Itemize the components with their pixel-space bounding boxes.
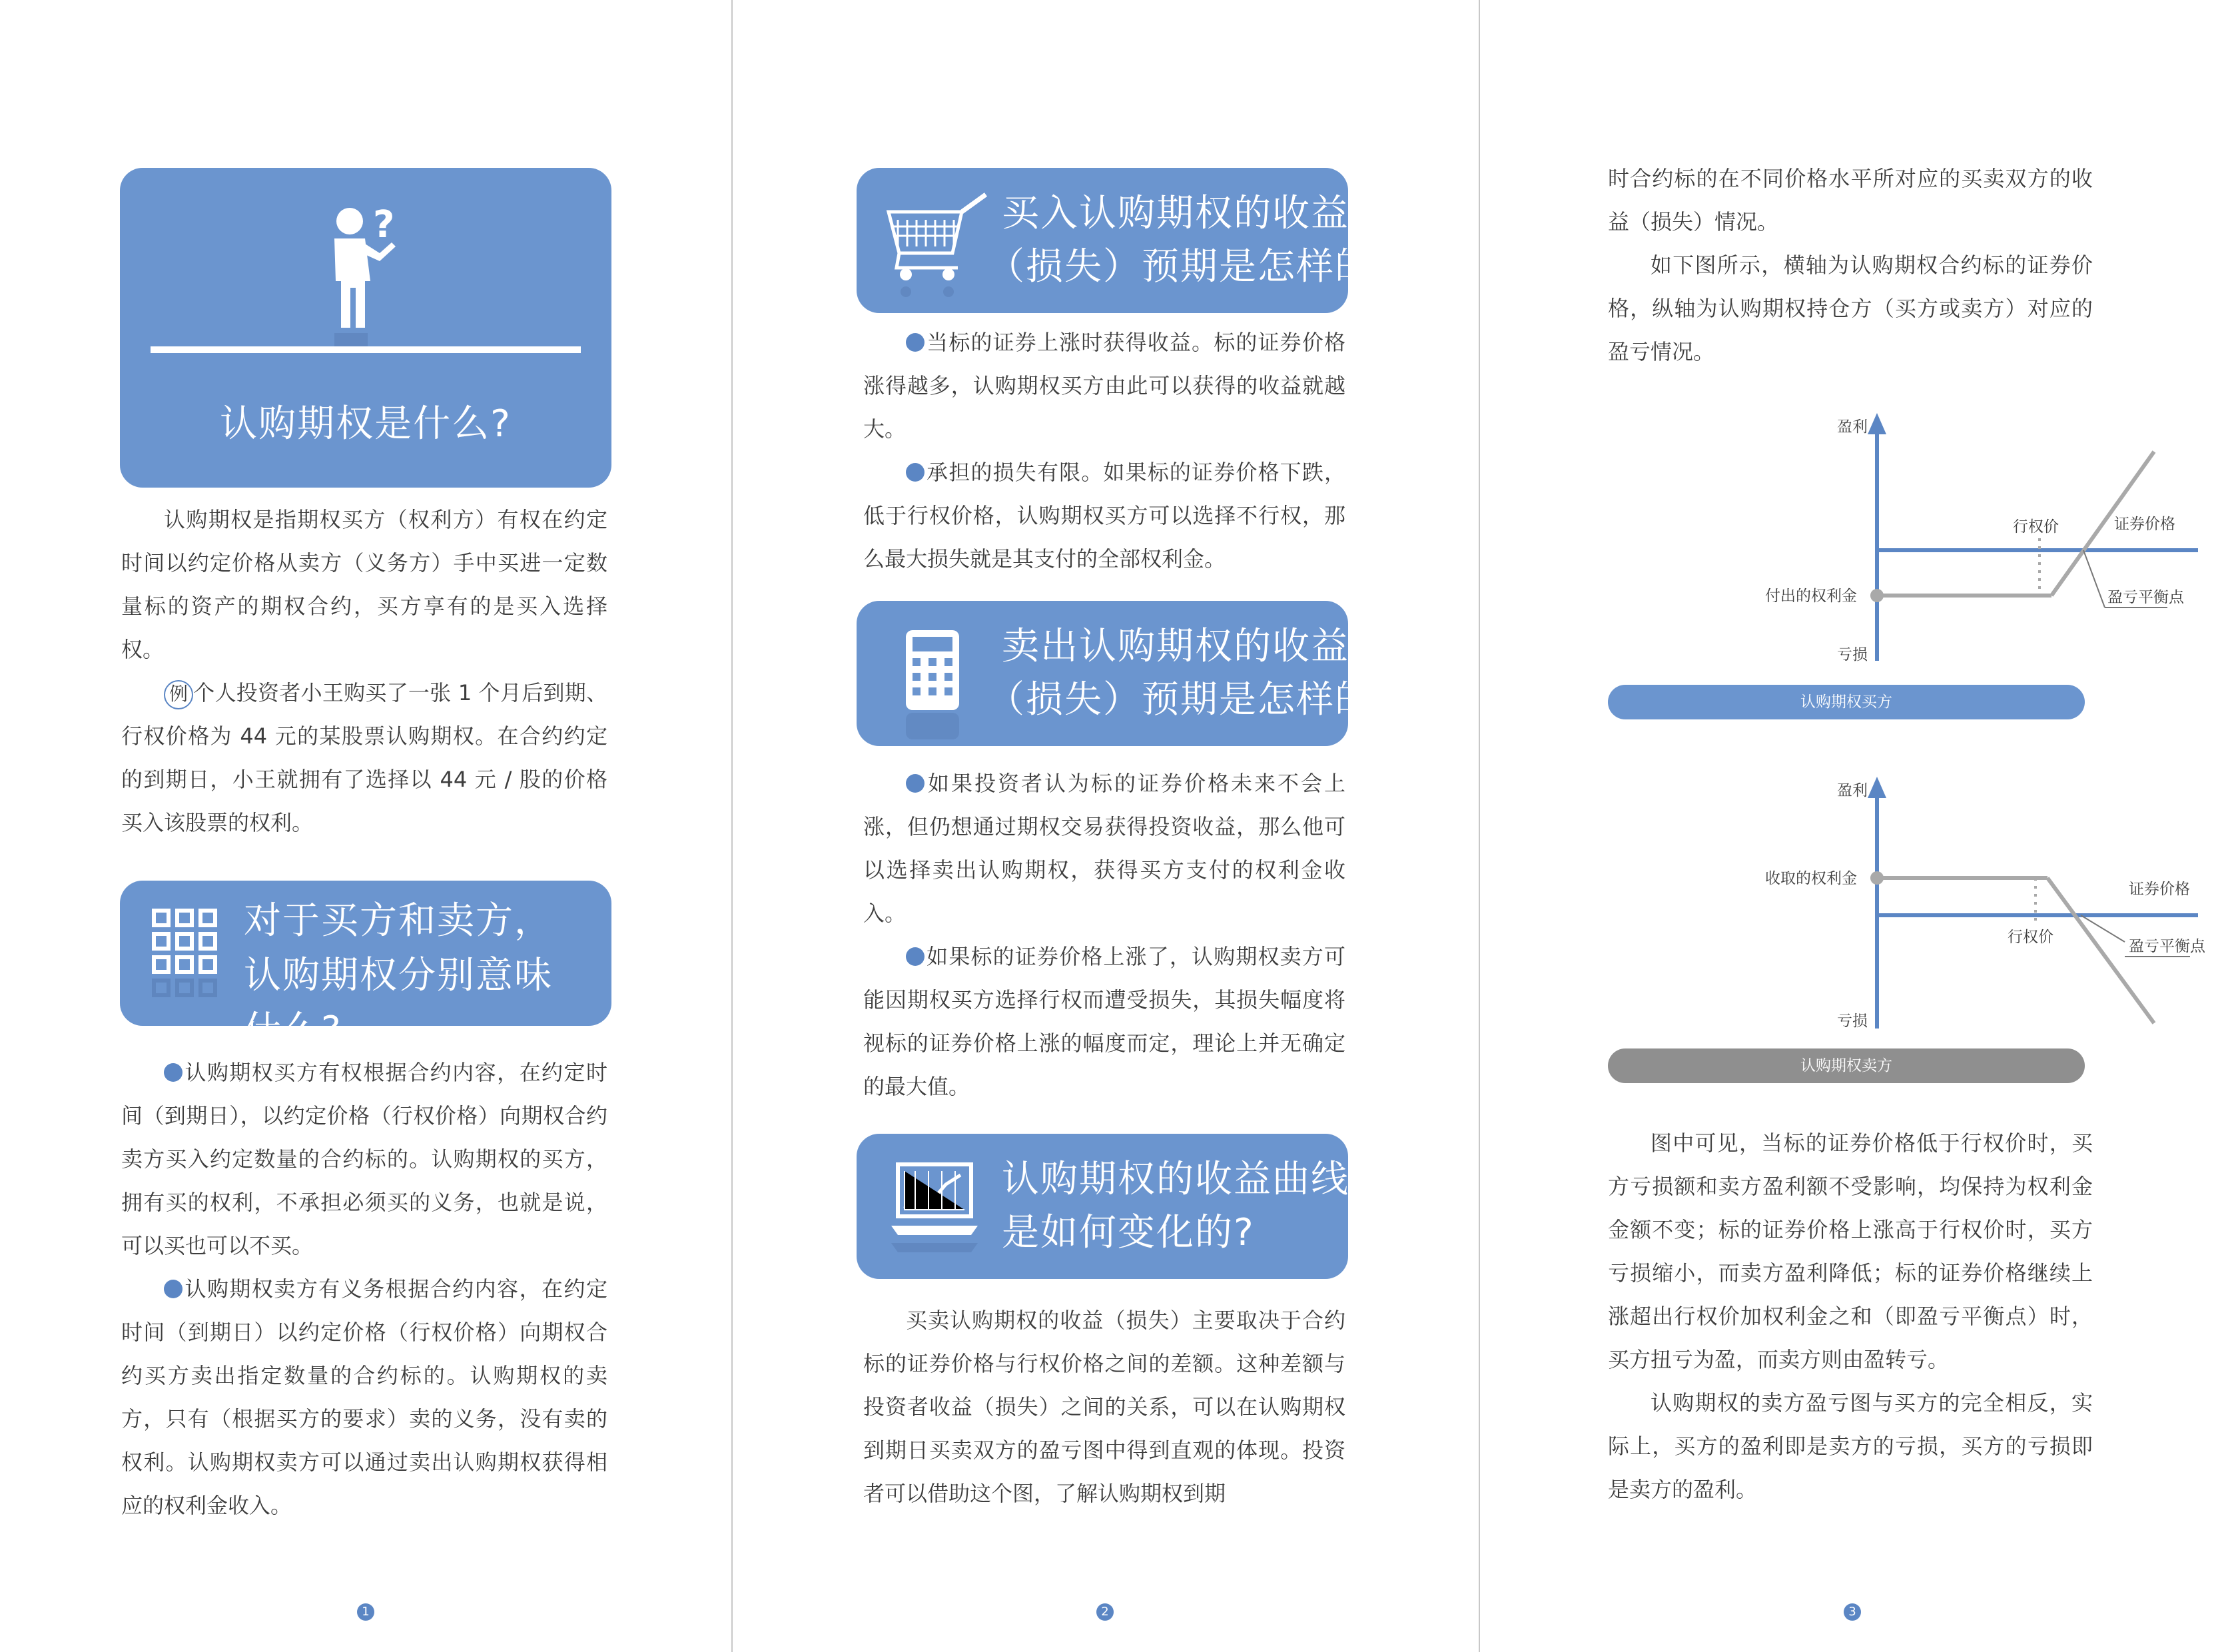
definition-text [121, 498, 607, 845]
gain-paragraph [863, 321, 1345, 451]
bullet-dot [164, 1063, 183, 1082]
section-title-line2: 是如何变化的? [1002, 1211, 1255, 1254]
page-title: 认购期权是什么? [220, 402, 512, 446]
label-profit: 盈利 [1837, 418, 1868, 436]
page-2 [731, 0, 1479, 1652]
label-profit: 盈利 [1837, 782, 1868, 799]
grid-icon [152, 909, 218, 1015]
section-title-line1: 卖出认购期权的收益 [1002, 625, 1349, 668]
example-paragraph [121, 671, 607, 845]
seller-loss-text: 如果标的证券价格上涨了，认购期权卖方可能因期权买方选择行权而遭受损失，其损失幅度将视标的证券价格上涨的幅度而定，理论上并无确定的最大值。 [863, 944, 1345, 1099]
section-title-line1: 买入认购期权的收益 [1002, 192, 1349, 235]
buyer-payoff-chart [1599, 408, 2184, 714]
continued-paragraph: 时合约标的在不同价格水平所对应的买卖双方的收益（损失）情况。 [1608, 166, 2093, 234]
bullet-dot [906, 333, 925, 352]
section-title-line1: 认购期权的收益曲线 [1002, 1158, 1349, 1201]
laptop-chart-icon [890, 1162, 983, 1288]
label-loss: 亏损 [1837, 646, 1868, 663]
bullet-dot [164, 1280, 183, 1298]
section-header-payoff-curve [857, 1134, 1348, 1279]
seller-paragraph [121, 1268, 607, 1527]
loss-paragraph [863, 451, 1345, 581]
section-title: 对于买方和卖方，认购期权分别意味什么? [244, 899, 553, 1052]
page-1 [0, 0, 731, 1652]
bullet-dot [906, 774, 925, 793]
bullet-dot [906, 463, 925, 482]
breakeven-leader [2083, 550, 2105, 608]
loss-text: 承担的损失有限。如果标的证券价格下跌，低于行权价格，认购期权买方可以选择不行权，那么最大损失就是其支付的全部权利金。 [863, 460, 1345, 572]
label-premium: 收取的权利金 [1765, 870, 1857, 887]
buyer-paragraph [121, 1051, 607, 1268]
label-price: 证券价格 [2114, 516, 2175, 533]
buyer-text: 认购期权买方有权根据合约内容，在约定时间（到期日），以约定价格（行权价格）向期权合约卖方买入约定数量的合约标的。认购期权的买方，拥有买的权利，不承担必须买的义务，也就是说，可以买也可以不买。 [121, 1060, 607, 1258]
section-header-sell-call [857, 601, 1395, 746]
axis-explain-paragraph: 如下图所示，横轴为认购期权合约标的证券价格，纵轴为认购期权持仓方（买方或卖方）对应的盈亏情况。 [1608, 252, 2093, 364]
mirror-paragraph: 认购期权的卖方盈亏图与买方的完全相反，实际上，买方的盈利即是卖方的亏损，买方的亏损即是卖方的盈利。 [1608, 1390, 2093, 1502]
sell-call-text [863, 762, 1345, 1108]
premium-point [1870, 871, 1884, 885]
example-mark: 例 [164, 680, 193, 709]
page-number: 2 [1096, 1603, 1114, 1621]
seller-gain-paragraph [863, 762, 1345, 935]
label-premium: 付出的权利金 [1765, 588, 1857, 605]
seller-loss-paragraph [863, 935, 1345, 1108]
section-header-what-is-call [120, 168, 611, 488]
payoff-intro-paragraph: 买卖认购期权的收益（损失）主要取决于合约标的证券价格与行权价格之间的差额。这种差额与投资者收益（损失）之间的关系，可以在认购期权到期日买卖双方的盈亏图中得到直观的体现。投资者可以借助这个图，了解认购期权到期 [863, 1308, 1345, 1506]
buy-call-text [863, 321, 1345, 581]
section-title-line2: （损失）预期是怎样的? [987, 245, 1395, 288]
shopping-cart-icon [885, 192, 991, 318]
bullet-dot [906, 947, 925, 966]
page-3 [1479, 0, 2226, 1652]
payoff-intro-text [863, 1299, 1345, 1515]
chart-explain-text [1608, 1122, 2093, 1511]
person-question-icon [320, 203, 413, 356]
label-price: 证券价格 [2129, 881, 2190, 898]
seller-chart-caption: 认购期权卖方 [1608, 1048, 2085, 1083]
page-number: 3 [1844, 1603, 1861, 1621]
seller-gain-text: 如果投资者认为标的证券价格未来不会上涨，但仍想通过期权交易获得投资收益，那么他可以选择卖出认购期权，获得买方支付的权利金收入。 [863, 771, 1345, 926]
calculator-icon [903, 627, 970, 754]
svg-text:?: ? [373, 203, 395, 246]
label-breakeven: 盈亏平衡点 [2107, 589, 2184, 606]
gain-text: 当标的证券上涨时获得收益。标的证券价格涨得越多，认购期权买方由此可以获得的收益就越大。 [863, 330, 1345, 442]
premium-point [1870, 589, 1884, 602]
payoff-continued-text [1608, 157, 2093, 374]
section-title-line2: （损失）预期是怎样的? [987, 678, 1395, 721]
breakeven-leader [2081, 915, 2125, 942]
y-axis-arrow [1868, 777, 1886, 798]
buyer-chart-caption: 认购期权买方 [1608, 685, 2085, 719]
label-strike: 行权价 [2008, 929, 2053, 946]
section-header-buyer-seller [120, 881, 611, 1052]
buyer-seller-text [121, 1051, 607, 1527]
example-text: 个人投资者小王购买了一张 1 个月后到期、行权价格为 44 元的某股票认购期权。在合约约定的到期日，小王就拥有了选择以 44 元 / 股的价格买入该股票的权利。 [121, 680, 607, 835]
seller-payoff-chart [1599, 771, 2205, 1078]
seller-text: 认购期权卖方有义务根据合约内容，在约定时间（到期日）以约定价格（行权价格）向期权合约买方卖出指定数量的合约标的。认购期权的卖方，只有（根据买方的要求）卖的义务，没有卖的权利。认购期权卖方可以通过卖出认购期权获得相应的权利金收入。 [121, 1276, 607, 1518]
label-strike: 行权价 [2013, 518, 2059, 536]
section-header-buy-call [857, 168, 1395, 313]
y-axis-arrow [1868, 413, 1886, 434]
chart-explain-paragraph: 图中可见，当标的证券价格低于行权价时，买方亏损额和卖方盈利额不受影响，均保持为权利金金额不变；标的证券价格上涨高于行权价时，买方亏损缩小，而卖方盈利降低；标的证券价格继续上涨超出行权价加权利金之和（即盈亏平衡点）时，买方扭亏为盈，而卖方则由盈转亏。 [1608, 1130, 2093, 1372]
label-loss: 亏损 [1837, 1013, 1868, 1030]
definition-paragraph: 认购期权是指期权买方（权利方）有权在约定时间以约定价格从卖方（义务方）手中买进一定数量标的资产的期权合约，买方享有的是买入选择权。 [121, 507, 607, 662]
label-breakeven: 盈亏平衡点 [2129, 938, 2205, 955]
page-number: 1 [357, 1603, 374, 1621]
header-rule [151, 346, 581, 353]
